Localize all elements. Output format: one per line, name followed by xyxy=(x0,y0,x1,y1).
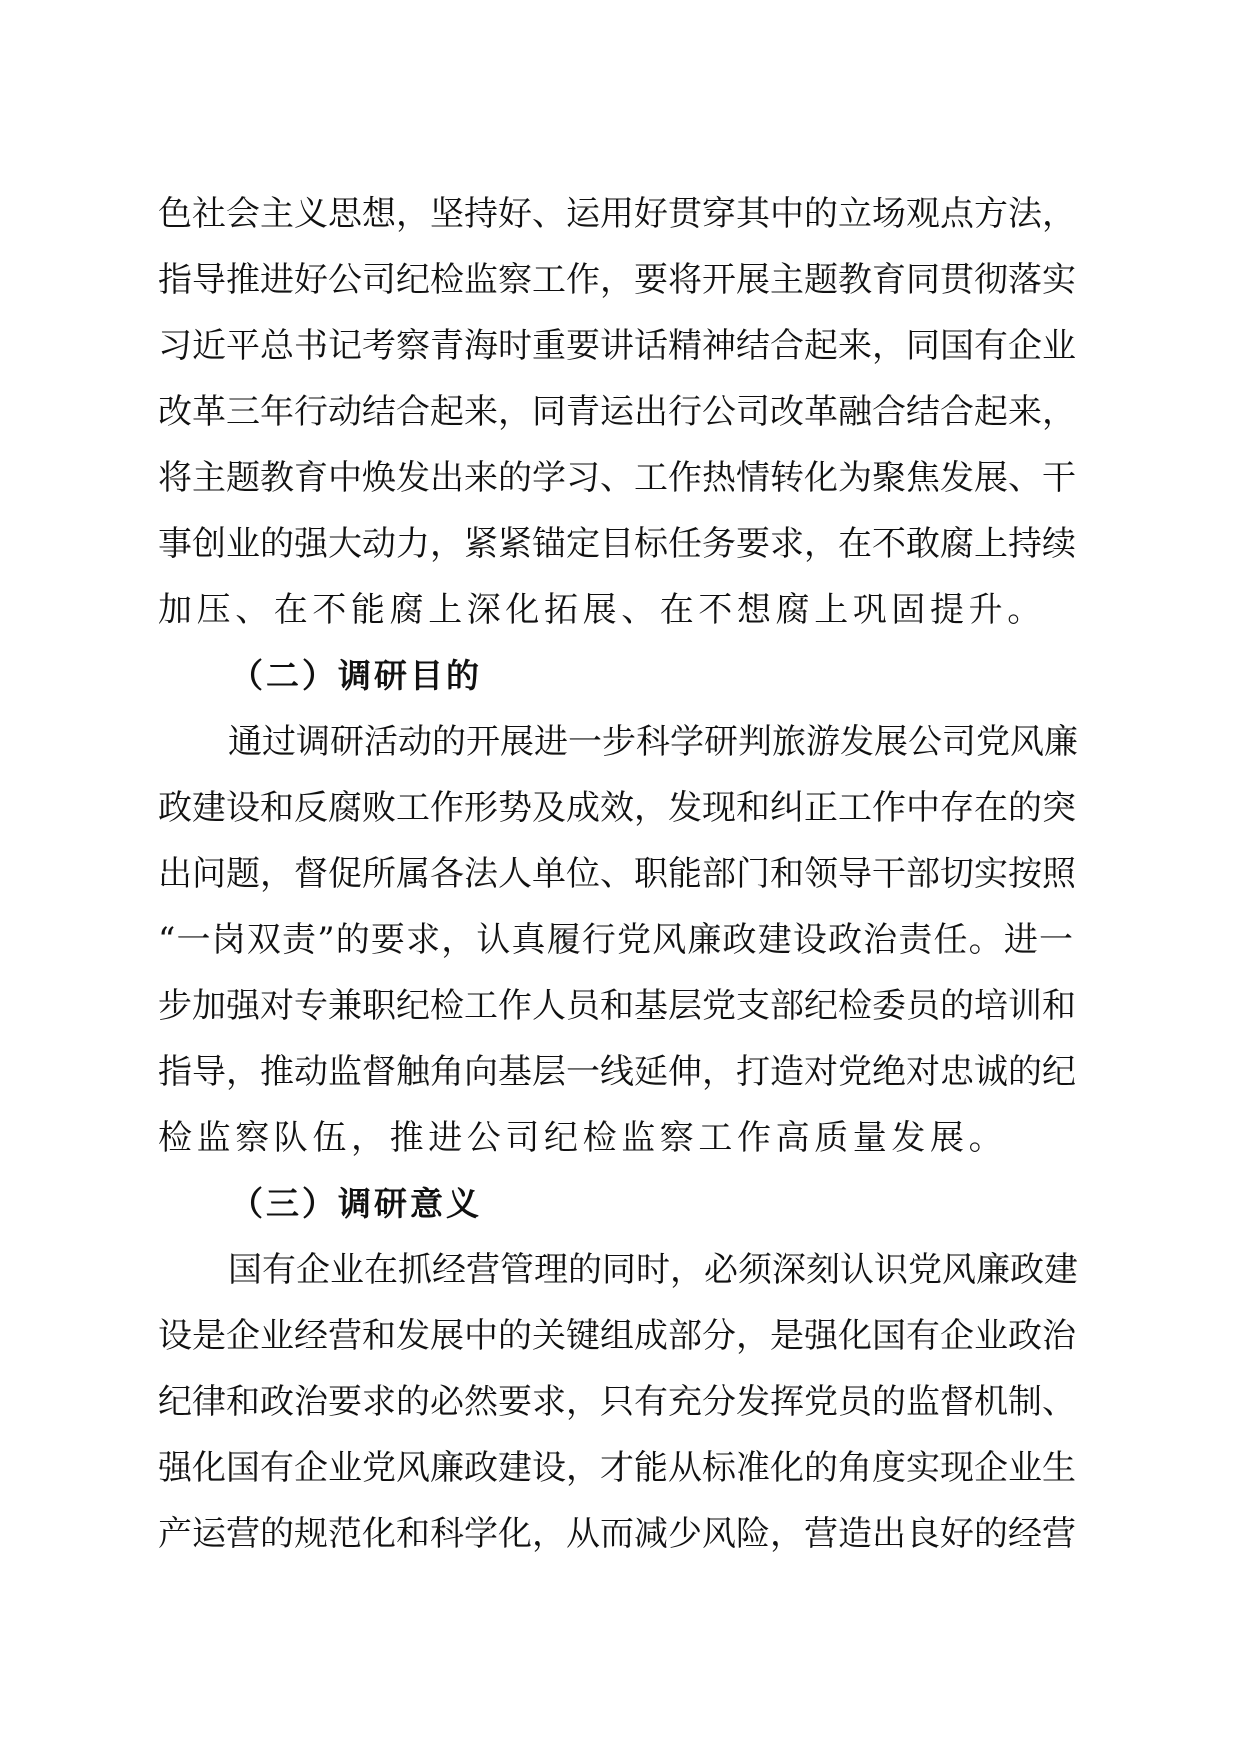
paragraph-research-purpose xyxy=(158,709,1078,1171)
text-line: 设是企业经营和发展中的关键组成部分，是强化国有企业政治 xyxy=(158,1316,1076,1356)
section-heading-research-purpose: （二）调研目的 xyxy=(230,656,482,695)
text-line: 检监察队伍，推进公司纪检监察工作高质量发展。 xyxy=(158,1118,1008,1158)
text-line: 国有企业在抓经营管理的同时，必须深刻认识党风廉政建 xyxy=(228,1250,1078,1290)
text-line: 政建设和反腐败工作形势及成效，发现和纠正工作中存在的突 xyxy=(158,788,1076,828)
text-line: 纪律和政治要求的必然要求，只有充分发挥党员的监督机制、 xyxy=(158,1382,1076,1422)
text-line: 产运营的规范化和科学化，从而减少风险，营造出良好的经营 xyxy=(158,1514,1076,1554)
text-line: 事创业的强大动力，紧紧锚定目标任务要求，在不敢腐上持续 xyxy=(158,524,1076,564)
text-line: 步加强对专兼职纪检工作人员和基层党支部纪检委员的培训和 xyxy=(158,986,1076,1026)
paragraph-research-significance xyxy=(158,1237,1078,1567)
text-line: 改革三年行动结合起来，同青运出行公司改革融合结合起来， xyxy=(158,392,1076,432)
text-line: 出问题，督促所属各法人单位、职能部门和领导干部切实按照 xyxy=(158,854,1076,894)
section-heading-research-significance: （三）调研意义 xyxy=(230,1184,482,1223)
text-line: “一岗双责”的要求，认真履行党风廉政建设政治责任。进一 xyxy=(158,920,1073,960)
paragraph-continuation xyxy=(158,181,1076,643)
text-line: 指导推进好公司纪检监察工作，要将开展主题教育同贯彻落实 xyxy=(158,260,1076,300)
text-line: 习近平总书记考察青海时重要讲话精神结合起来，同国有企业 xyxy=(158,326,1076,366)
text-line: 指导，推动监督触角向基层一线延伸，打造对党绝对忠诚的纪 xyxy=(158,1052,1076,1092)
text-line: 将主题教育中焕发出来的学习、工作热情转化为聚焦发展、干 xyxy=(158,458,1076,498)
text-line: 通过调研活动的开展进一步科学研判旅游发展公司党风廉 xyxy=(228,722,1078,762)
text-line: 强化国有企业党风廉政建设，才能从标准化的角度实现企业生 xyxy=(158,1448,1076,1488)
text-line: 加压、在不能腐上深化拓展、在不想腐上巩固提升。 xyxy=(158,590,1046,630)
document-body xyxy=(158,181,1078,1567)
text-line: 色社会主义思想，坚持好、运用好贯穿其中的立场观点方法， xyxy=(158,194,1076,234)
